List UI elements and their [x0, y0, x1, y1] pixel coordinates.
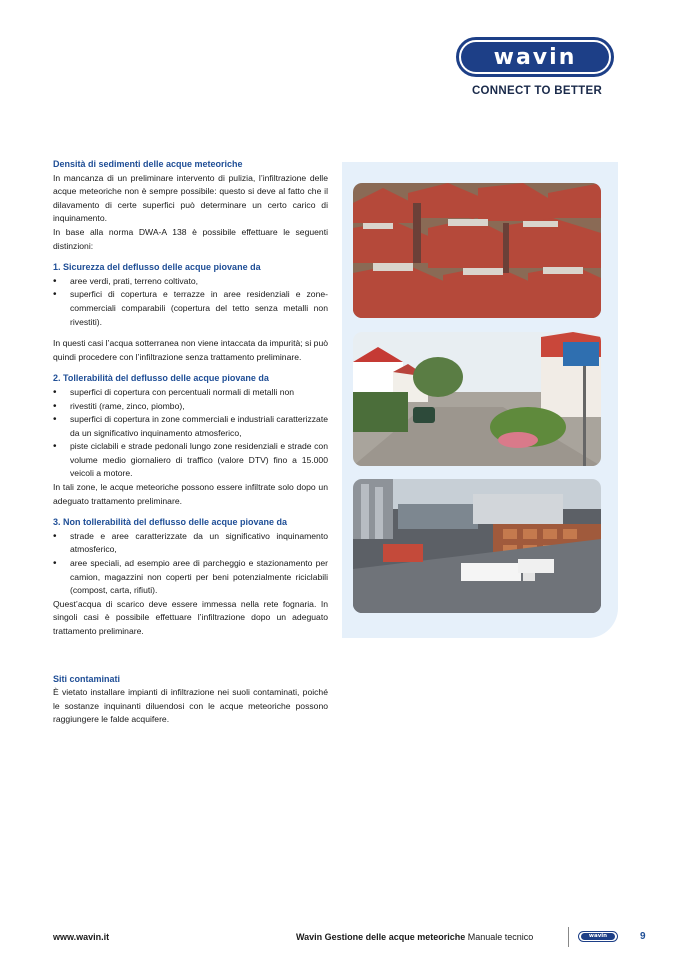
section-heading-density: Densità di sedimenti delle acque meteoriche	[53, 159, 243, 169]
paragraph: In tali zone, le acque meteoriche possono essere infiltrate solo dopo un adeguato trattamento preliminare.	[53, 482, 328, 506]
logo-badge	[456, 37, 614, 77]
paragraph: Quest’acqua di scarico deve essere immessa nella rete fognaria. In singoli casi è possibile effettuare l’infiltrazione dopo un adeguato trattamento preliminare.	[53, 598, 328, 636]
paragraph: In questi casi l’acqua sotterranea non viene intaccata da impurità; si può quindi procedere con l’infiltrazione senza trattamento preliminare.	[53, 338, 328, 362]
photo-industrial	[353, 479, 601, 613]
list-item: • superfici di copertura con percentuali normali di metalli non	[53, 386, 328, 400]
footer-wavin-logo	[578, 931, 618, 942]
paragraph: In base alla norma DWA-A 138 è possibile effettuare le seguenti distinzioni:	[53, 226, 328, 251]
list-item: • strade e aree caratterizzate da un significativo inquinamento atmosferico,	[53, 530, 328, 557]
footer-title-bold: Wavin Gestione delle acque meteoriche	[296, 932, 466, 942]
photo-rooftops	[353, 183, 601, 318]
main-text-column	[53, 158, 328, 727]
bullet-list	[53, 386, 328, 481]
footer-title-regular: Manuale tecnico	[467, 932, 534, 942]
bullet-list	[53, 275, 328, 329]
paragraph: È vietato installare impianti di infiltrazione nei suoli contaminati, poiché le sostanze inquinanti diluendosi con le acque meteoriche possono raggiungere le falde acquifere.	[53, 687, 328, 725]
section-heading-not-tolerable: 3. Non tollerabilità del deflusso delle acque piovane da	[53, 517, 288, 528]
section-heading-contaminated: Siti contaminati	[53, 673, 121, 684]
footer-divider	[568, 927, 569, 947]
list-item: • piste ciclabili e strade pedonali lungo zone residenziali e strade con volume medio giornaliero di traffico (valore DTV) fino a 15.000 veicoli a motore.	[53, 440, 328, 481]
section-heading-tolerable: 2. Tollerabilità del deflusso delle acque piovane da	[53, 373, 269, 384]
list-item: • superfici di copertura e terrazze in aree residenziali e zone-commerciali comparabili (copertura del tetto senza metalli non rivestiti).	[53, 288, 328, 329]
logo-text: wavin	[461, 42, 609, 72]
footer-title	[296, 932, 533, 942]
paragraph: In mancanza di un preliminare intervento di pulizia, l’infiltrazione delle acque meteoriche non è sempre possibile: questo si deve al fatto che il dilavamento di certe superfici può determinare un certo carico di inquinamento.	[53, 172, 328, 224]
footer-url[interactable]: www.wavin.it	[53, 932, 110, 942]
list-item: • rivestiti (rame, zinco, piombo),	[53, 400, 328, 414]
section-heading-safe: 1. Sicurezza del deflusso delle acque piovane da	[53, 262, 261, 273]
photo-street	[353, 332, 601, 466]
bullet-list	[53, 530, 328, 598]
page-number: 9	[640, 931, 646, 942]
wavin-logo	[456, 37, 618, 97]
tagline: CONNECT TO BETTER	[471, 85, 603, 97]
footer-logo-text: wavin	[581, 933, 615, 940]
list-item: • aree verdi, prati, terreno coltivato,	[53, 275, 328, 289]
list-item: • superfici di copertura in zone commerciali e industriali caratterizzate da un significativo inquinamento atmosferico,	[53, 413, 328, 440]
list-item: • aree speciali, ad esempio aree di parcheggio e stazionamento per camion, magazzini non coperti per beni potenzialmente riciclabili (compost, carta, rifiuti).	[53, 557, 328, 598]
